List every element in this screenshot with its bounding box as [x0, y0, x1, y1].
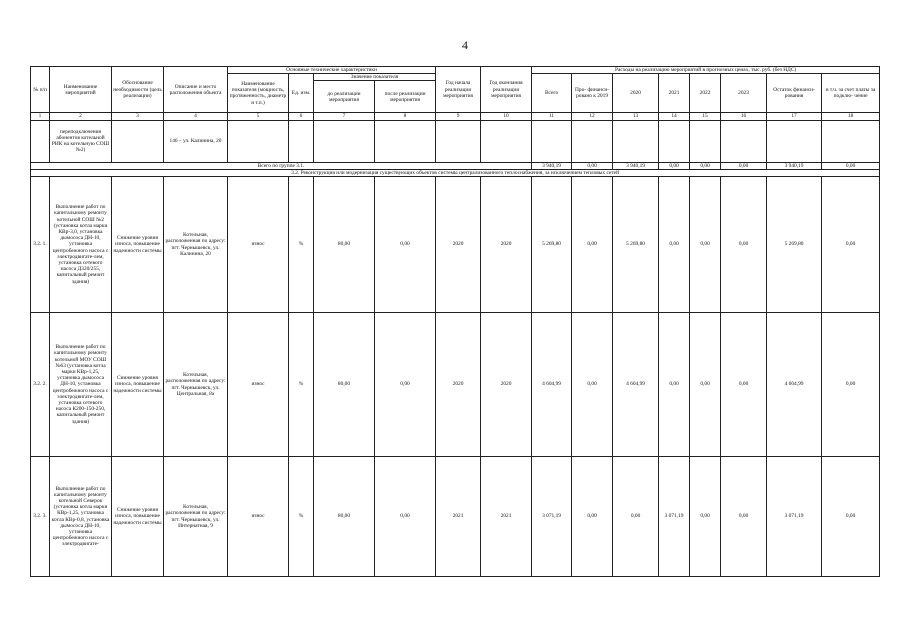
header-description: Описание и место расположения объекта — [164, 67, 228, 113]
row-name: Выполнение работ по капитальному ремонту котельной Северок (установка котла марки КВр-1,25, установка котла КВр-0,8, установка дымососа ДН-10, установка центробежного насоса с электродвигате- — [50, 457, 112, 577]
subtotal-prefinanced: 0,00 — [572, 162, 613, 169]
header-prefinanced: Про- финанси- ровано к 2019 — [572, 74, 613, 113]
subtotal-2020: 3 940,19 — [613, 162, 659, 169]
column-number: 6 — [289, 113, 314, 120]
header-incl: в т.ч. за счет платы за подклю- чение — [822, 74, 880, 113]
row-name: Выполнение работ по капитальному ремонту котельной МОУ СОШ №63 (установка котла марки КВр-1,25, установка дымососа ДН-10, установка центробежного насоса с электродвигате-лем, установка сетевого насоса К200-150-250, капитальный ремонт здания) — [50, 313, 112, 457]
row-justification: Снижение уровня износа, повышение надежности системы — [112, 457, 164, 577]
header-2021: 2021 — [659, 74, 690, 113]
column-number: 15 — [690, 113, 721, 120]
row-2022: 0,00 — [690, 457, 721, 577]
section-title: 3.2. Реконструкция или модернизация существующих объектов системы централизованного теплоснабжения, за исключением тепловых сетей — [31, 169, 880, 176]
row-2021: 0,00 — [659, 177, 690, 313]
measures-table — [30, 66, 880, 577]
row-2023: 0,00 — [721, 313, 767, 457]
row-before: 80,00 — [314, 177, 375, 313]
header-before: до реализации мероприятия — [314, 81, 375, 113]
column-number: 11 — [532, 113, 572, 120]
header-value-group: Значение показателя — [314, 74, 436, 81]
row-2021: 3 071,19 — [659, 457, 690, 577]
column-number: 3 — [112, 113, 164, 120]
row-indicator: износ — [228, 177, 289, 313]
subtotal-label: Всего по группе 3.1. — [31, 162, 532, 169]
row-end-year: 2021 — [481, 457, 532, 577]
carry-description: 146 – ул. Калинина, 20 — [164, 120, 228, 162]
header-name: Наименование мероприятий — [50, 67, 112, 113]
row-unit: % — [289, 457, 314, 577]
header-no: № п/п — [31, 67, 50, 113]
column-number: 12 — [572, 113, 613, 120]
table-row — [31, 313, 880, 457]
column-number: 16 — [721, 113, 767, 120]
row-prefinanced: 0,00 — [572, 177, 613, 313]
row-description: Котельная, расположенная по адресу: пгт. Чернышевск, ул. Центральная, 8а — [164, 313, 228, 457]
carry-name: переподключения абонентов котельной РИК на котельную СОШ №2) — [50, 120, 112, 162]
row-justification: Снижение уровня износа, повышение надежности системы — [112, 177, 164, 313]
row-unit: % — [289, 313, 314, 457]
row-start-year: 2021 — [436, 457, 481, 577]
row-remaining: 5 269,80 — [767, 177, 822, 313]
header-total: Всего — [532, 74, 572, 113]
column-number: 9 — [436, 113, 481, 120]
column-number: 13 — [613, 113, 659, 120]
row-justification: Снижение уровня износа, повышение надежности системы — [112, 313, 164, 457]
header-2020: 2020 — [613, 74, 659, 113]
row-2020: 0,00 — [613, 457, 659, 577]
column-number: 17 — [767, 113, 822, 120]
header-after: после реализации мероприятия — [375, 81, 436, 113]
subtotal-2021: 0,00 — [659, 162, 690, 169]
header-start-year: Год начала реализации мероприятия — [436, 67, 481, 113]
row-incl: 0,00 — [822, 457, 880, 577]
header-unit: Ед. изм. — [289, 74, 314, 113]
row-2023: 0,00 — [721, 177, 767, 313]
row-indicator: износ — [228, 313, 289, 457]
section-title-row — [31, 169, 880, 176]
row-2020: 4 604,99 — [613, 313, 659, 457]
header-justification: Обоснование необходимости (цель реализации) — [112, 67, 164, 113]
subtotal-total: 3 940,19 — [532, 162, 572, 169]
row-remaining: 4 604,99 — [767, 313, 822, 457]
table-row — [31, 457, 880, 577]
row-incl: 0,00 — [822, 313, 880, 457]
subtotal-remaining: 3 940,19 — [767, 162, 822, 169]
header-2023: 2023 — [721, 74, 767, 113]
subtotal-2023: 0,00 — [721, 162, 767, 169]
column-number: 8 — [375, 113, 436, 120]
header-indicator-name: Наименование показателя (мощность, протяженность, диаметр и т.п.) — [228, 74, 289, 113]
row-2022: 0,00 — [690, 177, 721, 313]
subtotal-2022: 0,00 — [690, 162, 721, 169]
header-remaining: Остаток финанси- рования — [767, 74, 822, 113]
row-after: 0,00 — [375, 177, 436, 313]
row-description: Котельная, расположенная по адресу: пгт. Чернышевск, ул. Интернатная, 9 — [164, 457, 228, 577]
row-total: 5 269,80 — [532, 177, 572, 313]
row-start-year: 2020 — [436, 313, 481, 457]
row-after: 0,00 — [375, 313, 436, 457]
subtotal-incl: 0,00 — [822, 162, 880, 169]
page-number: 4 — [462, 38, 468, 52]
row-name: Выполнение работ по капитальному ремонту котельной СОШ №2 (установка котла марки КВр-3,0, установка дымососа ДН-10, установка центробежного насоса с электродвигате-лем, установка сетевого насоса Д320/255, капитальный ремонт здания) — [50, 177, 112, 313]
row-total: 4 604,99 — [532, 313, 572, 457]
row-unit: % — [289, 177, 314, 313]
table-row — [31, 177, 880, 313]
row-remaining: 3 071,19 — [767, 457, 822, 577]
column-number: 1 — [31, 113, 50, 120]
column-number: 5 — [228, 113, 289, 120]
row-2022: 0,00 — [690, 313, 721, 457]
subtotal-row — [31, 162, 880, 169]
column-number: 10 — [481, 113, 532, 120]
row-before: 80,00 — [314, 313, 375, 457]
row-prefinanced: 0,00 — [572, 457, 613, 577]
row-number: 3.2. 1. — [31, 177, 50, 313]
header-end-year: Год окончания реализации мероприятия — [481, 67, 532, 113]
column-numbers-row — [31, 113, 880, 120]
column-number: 18 — [822, 113, 880, 120]
row-start-year: 2020 — [436, 177, 481, 313]
row-after: 0,00 — [375, 457, 436, 577]
row-end-year: 2020 — [481, 177, 532, 313]
header-tech-group: Основные технические характеристики — [228, 67, 436, 74]
row-total: 3 071,19 — [532, 457, 572, 577]
row-incl: 0,00 — [822, 177, 880, 313]
header-2022: 2022 — [690, 74, 721, 113]
row-number: 3.2. 2. — [31, 313, 50, 457]
column-number: 2 — [50, 113, 112, 120]
row-indicator: износ — [228, 457, 289, 577]
row-prefinanced: 0,00 — [572, 313, 613, 457]
header-costs-group: Расходы на реализацию мероприятий в прогнозных ценах, тыс. руб. (без НДС) — [532, 67, 880, 74]
row-2021: 0,00 — [659, 313, 690, 457]
carry-over-row — [31, 120, 880, 162]
row-end-year: 2020 — [481, 313, 532, 457]
column-number: 14 — [659, 113, 690, 120]
row-description: Котельная, расположенная по адресу: пгт. Чернышевск, ул. Калинина, 20 — [164, 177, 228, 313]
header-row-1 — [31, 67, 880, 74]
row-2020: 5 269,80 — [613, 177, 659, 313]
row-2023: 0,00 — [721, 457, 767, 577]
row-before: 80,00 — [314, 457, 375, 577]
row-number: 3.2. 3. — [31, 457, 50, 577]
column-number: 4 — [164, 113, 228, 120]
column-number: 7 — [314, 113, 375, 120]
